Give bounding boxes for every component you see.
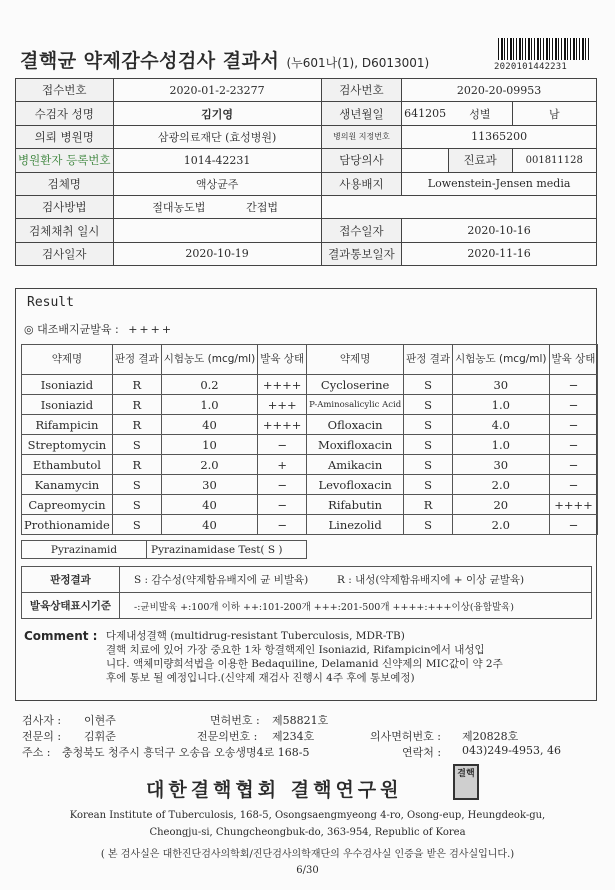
right-drug-name: P-Aminosalicylic Acid bbox=[307, 395, 404, 415]
test-no-label: 검사번호 bbox=[321, 79, 402, 102]
medium-label: 사용배지 bbox=[321, 172, 402, 195]
patient-name: 김기영 bbox=[113, 102, 321, 125]
comment-line: 니다. 액체미량희석법을 이용한 Bedaquiline, Delamanid 신약제의 MIC값이 약 2주 bbox=[106, 658, 503, 670]
notify-label: 결과통보일자 bbox=[321, 242, 402, 265]
right-concentration: 20 bbox=[453, 495, 549, 515]
comment-label: Comment : bbox=[24, 629, 98, 643]
doctor-name bbox=[402, 149, 449, 172]
right-drug-name: Ofloxacin bbox=[307, 415, 404, 435]
table-row bbox=[22, 495, 598, 515]
left-drug-name: Isoniazid bbox=[22, 395, 113, 415]
left-result: S bbox=[112, 475, 161, 495]
right-growth-status: − bbox=[549, 435, 598, 455]
result-title: Result bbox=[27, 295, 74, 310]
comment-line: 후에 통보 될 예정입니다.(신약제 재검사 진행시 4주 후에 통보예정) bbox=[106, 672, 415, 684]
comment-text bbox=[106, 629, 586, 685]
judge-legend bbox=[120, 567, 592, 593]
right-result: S bbox=[404, 455, 453, 475]
left-result: S bbox=[112, 515, 161, 535]
address-en-line-1: Korean Institute of Tuberculosis, 168-5, Osongsaengmyeong 4-ro, Osong-eup, Heungdeok-gu, bbox=[69, 810, 546, 821]
doctor-license-no: 제20828호 bbox=[462, 730, 519, 743]
right-growth-status: − bbox=[549, 475, 598, 495]
barcode-image bbox=[498, 38, 590, 60]
right-result: S bbox=[404, 435, 453, 455]
left-result: R bbox=[112, 415, 161, 435]
method-2: 간접법 bbox=[244, 195, 321, 218]
page-number: 6/30 bbox=[296, 865, 319, 876]
control-growth bbox=[24, 321, 179, 337]
birth-label: 생년월일 bbox=[321, 102, 402, 125]
test-date-label: 검사일자 bbox=[16, 242, 114, 265]
hospital-code-label: 병의원 지정번호 bbox=[321, 125, 402, 148]
receipt-date: 2020-10-16 bbox=[402, 219, 597, 242]
reception-no-label: 접수번호 bbox=[16, 79, 114, 102]
right-growth-status: − bbox=[549, 395, 598, 415]
hospital-code: 11365200 bbox=[402, 125, 597, 148]
drug-table bbox=[21, 344, 598, 535]
pza-label: Pyrazinamid bbox=[22, 541, 147, 559]
left-drug-name: Kanamycin bbox=[22, 475, 113, 495]
report-title: 결핵균 약제감수성검사 결과서 (누601나(1), D6013001) bbox=[20, 50, 430, 72]
right-drug-name: Levofloxacin bbox=[307, 475, 404, 495]
phone-label: 연락처 : bbox=[402, 746, 442, 759]
license-label: 면허번호 : bbox=[210, 714, 260, 727]
col-growth-right: 발육 상태 bbox=[549, 345, 598, 375]
col-drug-right: 약제명 bbox=[307, 345, 404, 375]
method-empty bbox=[321, 195, 596, 218]
collect-label: 검체채취 일시 bbox=[16, 219, 114, 242]
left-concentration: 2.0 bbox=[161, 455, 257, 475]
comment-line: 다제내성결핵 (multidrug-resistant Tuberculosis, MDR-TB) bbox=[106, 630, 405, 642]
address-value: 충청북도 청주시 흥덕구 오송읍 오송생명4로 168-5 bbox=[62, 746, 310, 759]
doctor-label: 담당의사 bbox=[321, 149, 402, 172]
right-growth-status: − bbox=[549, 415, 598, 435]
left-drug-name: Isoniazid bbox=[22, 375, 113, 395]
right-result: S bbox=[404, 515, 453, 535]
right-result: R bbox=[404, 495, 453, 515]
hospital-label: 의뢰 병원명 bbox=[16, 125, 114, 148]
right-result: S bbox=[404, 475, 453, 495]
specialist-no: 제234호 bbox=[272, 730, 315, 743]
legend-table bbox=[21, 566, 592, 619]
tester-name: 이현주 bbox=[84, 714, 116, 727]
hospital-name: 삼광의료재단 (효성병원) bbox=[113, 125, 321, 148]
specimen-value: 액상균주 bbox=[113, 172, 321, 195]
left-result: R bbox=[112, 455, 161, 475]
specialist-label: 전문의 : bbox=[22, 730, 62, 743]
method-1: 절대농도법 bbox=[113, 195, 244, 218]
barcode-number: 2020101442231 bbox=[494, 62, 568, 72]
right-drug-name: Amikacin bbox=[307, 455, 404, 475]
right-concentration: 1.0 bbox=[453, 435, 549, 455]
left-concentration: 0.2 bbox=[161, 375, 257, 395]
address-label: 주소 : bbox=[22, 746, 51, 759]
left-growth-status: − bbox=[258, 495, 307, 515]
medium-value: Lowenstein-Jensen media bbox=[402, 172, 597, 195]
left-result: R bbox=[112, 375, 161, 395]
col-drug-left: 약제명 bbox=[22, 345, 113, 375]
right-growth-status: − bbox=[549, 375, 598, 395]
left-growth-status: + bbox=[258, 455, 307, 475]
left-growth-status: ++++ bbox=[258, 375, 307, 395]
doctor-license-label: 의사면허번호 : bbox=[370, 730, 441, 743]
left-growth-status: +++ bbox=[258, 395, 307, 415]
col-res-left: 판정 결과 bbox=[112, 345, 161, 375]
left-concentration: 30 bbox=[161, 475, 257, 495]
left-drug-name: Capreomycin bbox=[22, 495, 113, 515]
method-label: 검사방법 bbox=[16, 195, 114, 218]
receipt-label: 접수일자 bbox=[321, 219, 402, 242]
address-en-line-2: Cheongju-si, Chungcheongbuk-do, 363-954, Republic of Korea bbox=[149, 827, 466, 838]
left-drug-name: Rifampicin bbox=[22, 415, 113, 435]
right-growth-status: ++++ bbox=[549, 495, 598, 515]
reg-no-label: 병원환자 등록번호 bbox=[16, 149, 114, 172]
right-concentration: 2.0 bbox=[453, 515, 549, 535]
reception-no: 2020-01-2-23277 bbox=[113, 79, 321, 102]
collect-value bbox=[113, 219, 321, 242]
right-concentration: 1.0 bbox=[453, 395, 549, 415]
right-drug-name: Linezolid bbox=[307, 515, 404, 535]
left-drug-name: Prothionamide bbox=[22, 515, 113, 535]
test-date: 2020-10-19 bbox=[113, 242, 321, 265]
specialist-name: 김휘준 bbox=[84, 730, 116, 743]
patient-info-table bbox=[15, 78, 597, 266]
pyrazinamide-row bbox=[21, 540, 307, 559]
right-concentration: 30 bbox=[453, 375, 549, 395]
notify-date: 2020-11-16 bbox=[402, 242, 597, 265]
patient-name-label: 수검자 성명 bbox=[16, 102, 114, 125]
left-growth-status: ++++ bbox=[258, 415, 307, 435]
growth-legend-label: 발육상태표시기준 bbox=[22, 593, 120, 619]
left-drug-name: Ethambutol bbox=[22, 455, 113, 475]
col-conc-right: 시험농도 (mcg/ml) bbox=[453, 345, 549, 375]
table-row bbox=[22, 375, 598, 395]
left-growth-status: − bbox=[258, 435, 307, 455]
judge-s: S : 감수성(약제함유배지에 균 비발육) bbox=[134, 574, 309, 586]
col-conc-left: 시험농도 (mcg/ml) bbox=[161, 345, 257, 375]
table-row bbox=[22, 395, 598, 415]
left-concentration: 40 bbox=[161, 495, 257, 515]
specialist-no-label: 전문의번호 : bbox=[197, 730, 258, 743]
sex-label: 성별 bbox=[448, 102, 512, 125]
right-result: S bbox=[404, 415, 453, 435]
pza-value: Pyrazinamidase Test( S ) bbox=[147, 541, 307, 559]
right-drug-name: Moxifloxacin bbox=[307, 435, 404, 455]
test-no: 2020-20-09953 bbox=[402, 79, 597, 102]
specimen-label: 검체명 bbox=[16, 172, 114, 195]
judge-r: R : 내성(약제함유배지에 + 이상 균발육) bbox=[336, 574, 525, 586]
result-section bbox=[15, 288, 597, 701]
right-growth-status: − bbox=[549, 515, 598, 535]
table-row bbox=[22, 455, 598, 475]
table-row bbox=[22, 475, 598, 495]
right-concentration: 2.0 bbox=[453, 475, 549, 495]
col-growth-left: 발육 상태 bbox=[258, 345, 307, 375]
tester-label: 검사자 : bbox=[22, 714, 62, 727]
left-result: S bbox=[112, 435, 161, 455]
comment-line: 결핵 치료에 있어 가장 중요한 1차 항결핵제인 Isoniazid, Rifampicin에서 내성입 bbox=[106, 644, 485, 656]
report-code: (누601나(1), D6013001) bbox=[286, 56, 430, 70]
table-row bbox=[22, 515, 598, 535]
left-growth-status: − bbox=[258, 475, 307, 495]
control-label: ◎ 대조배지균발육 : bbox=[24, 323, 119, 336]
birth-date: 641205 bbox=[402, 102, 449, 125]
right-concentration: 4.0 bbox=[453, 415, 549, 435]
table-row bbox=[22, 435, 598, 455]
right-result: S bbox=[404, 395, 453, 415]
left-drug-name: Streptomycin bbox=[22, 435, 113, 455]
left-concentration: 1.0 bbox=[161, 395, 257, 415]
left-concentration: 40 bbox=[161, 515, 257, 535]
right-result: S bbox=[404, 375, 453, 395]
right-concentration: 30 bbox=[453, 455, 549, 475]
sex-value: 남 bbox=[512, 102, 596, 125]
col-res-right: 판정 결과 bbox=[404, 345, 453, 375]
left-concentration: 40 bbox=[161, 415, 257, 435]
judge-label: 판정결과 bbox=[22, 567, 120, 593]
right-growth-status: − bbox=[549, 455, 598, 475]
certification-note: ( 본 검사실은 대한진단검사의학회/진단검사의학재단의 우수검사실 인증을 받은 검사실입니다.) bbox=[100, 849, 515, 860]
right-drug-name: Rifabutin bbox=[307, 495, 404, 515]
growth-legend: -:균비발육 +:100개 이하 ++:101-200개 +++:201-500개 ++++:+++이상(융합발육) bbox=[120, 593, 592, 619]
control-value: ++++ bbox=[128, 323, 174, 336]
organization-name: 대한결핵협회 결핵연구원 bbox=[146, 779, 403, 801]
right-drug-name: Cycloserine bbox=[307, 375, 404, 395]
left-result: R bbox=[112, 395, 161, 415]
official-seal: 결핵 bbox=[453, 764, 479, 800]
reg-no: 1014-42231 bbox=[113, 149, 321, 172]
table-row bbox=[22, 415, 598, 435]
license-no: 제58821호 bbox=[272, 714, 329, 727]
dept-label: 진료과 bbox=[448, 149, 512, 172]
left-result: S bbox=[112, 495, 161, 515]
dept-code: 001811128 bbox=[512, 149, 596, 172]
phone-value: 043)249-4953, 46 bbox=[462, 744, 561, 757]
left-concentration: 10 bbox=[161, 435, 257, 455]
left-growth-status: − bbox=[258, 515, 307, 535]
